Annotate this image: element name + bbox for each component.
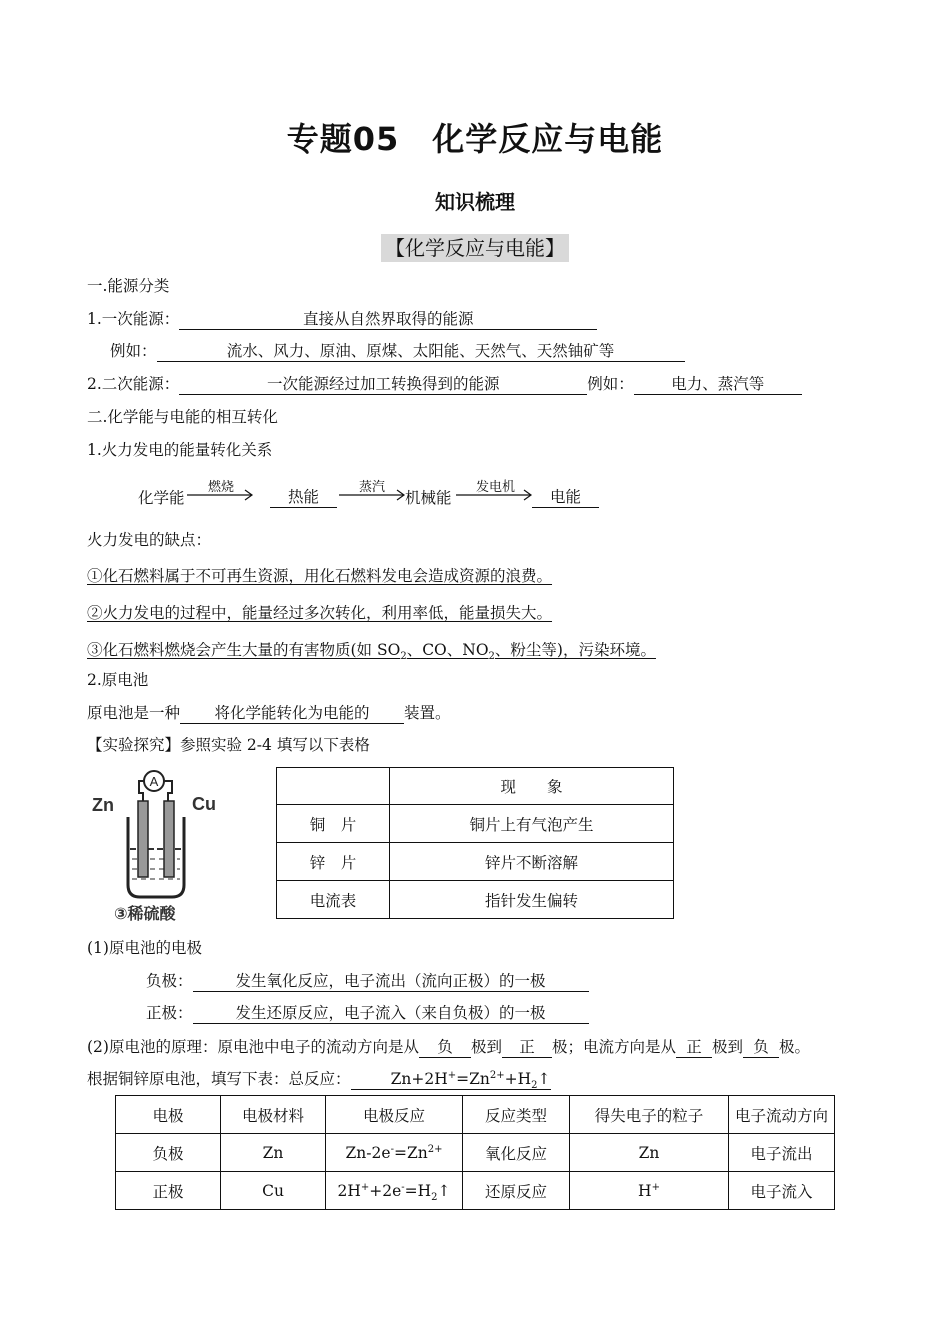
eq-arrow: ↑ [537, 1070, 551, 1088]
table-cell: Zn [221, 1134, 326, 1172]
cell-heading: 2.原电池 [87, 671, 149, 689]
pos-particle: H [638, 1181, 652, 1200]
pos-reaction-c: =H [404, 1181, 432, 1200]
secondary-example-label: 例如： [587, 375, 634, 393]
table-cell: 指针发生偏转 [390, 881, 674, 919]
table-cell: 氧化反应 [463, 1134, 570, 1172]
table-cell: Cu [221, 1172, 326, 1210]
page-title: 专题05 化学反应与电能 [286, 120, 664, 158]
table-cell [326, 1172, 463, 1210]
reaction-label: 根据铜锌原电池，填写下表：总反应： [87, 1070, 351, 1088]
eq-c: +H [504, 1070, 532, 1088]
energy-classification-heading: 一.能源分类 [87, 277, 170, 295]
negative-electrode-line [146, 971, 589, 992]
electrode-table [115, 1095, 835, 1210]
eq-2: 2 [531, 1080, 538, 1092]
secondary-examples-answer: 电力、蒸汽等 [634, 375, 802, 395]
experiment-table [276, 767, 674, 919]
principle-b: 极到 [470, 1038, 502, 1056]
table-cell: 锌片不断溶解 [390, 843, 674, 881]
table-cell [326, 1134, 463, 1172]
table-header-cell: 电极材料 [221, 1096, 326, 1134]
experiment-heading: 【实验探究】参照实验 2-4 填写以下表格 [87, 736, 370, 754]
diagram-caption: ③稀硫酸 [114, 904, 176, 923]
pos-reaction-a: 2H [337, 1181, 361, 1200]
drawback-3-part-b: 、CO、NO [406, 641, 489, 659]
chain-mid: 机械能 [405, 489, 452, 507]
principle-blank2: 正 [502, 1038, 552, 1058]
primary-examples-line [110, 341, 685, 362]
neg-reaction-minus: - [390, 1143, 394, 1155]
eq-a: Zn+2H [390, 1070, 448, 1088]
principle-a: (2)原电池的原理：原电池中电子的流动方向是从 [87, 1038, 419, 1056]
pos-reaction-sub: 2 [431, 1191, 438, 1203]
zn-electrode [138, 801, 148, 877]
table-header-cell: 得失电子的粒子 [570, 1096, 729, 1134]
table-cell: 铜 片 [277, 805, 390, 843]
no2-subscript: 2 [488, 651, 495, 663]
drawback-3-part-c: 、粉尘等)，污染环境。 [494, 641, 656, 659]
table-row [277, 805, 674, 843]
secondary-energy-line [87, 374, 802, 395]
positive-electrode-line [146, 1003, 589, 1024]
table-header-cell: 反应类型 [463, 1096, 570, 1134]
principle-c: 极；电流方向是从 [551, 1038, 676, 1056]
reaction-equation [351, 1070, 551, 1090]
table-cell: 正极 [116, 1172, 221, 1210]
zn-label: Zn [92, 795, 114, 815]
cell-def-answer: 将化学能转化为电能的 [180, 704, 404, 724]
table-header-cell: 现 象 [390, 768, 674, 805]
arrow3-label: 发电机 [476, 480, 516, 495]
reaction-line [87, 1069, 551, 1090]
table-cell: Zn [570, 1134, 729, 1172]
table-cell [570, 1172, 729, 1210]
arrow3-icon [456, 488, 534, 502]
cell-def-a: 原电池是一种 [87, 704, 181, 722]
table-row [116, 1134, 835, 1172]
ammeter-label: A [149, 774, 159, 789]
drawback-3 [87, 640, 656, 663]
section-box-wrap [0, 232, 950, 261]
principle-blank4: 负 [743, 1038, 779, 1058]
section-box: 【化学反应与电能】 [381, 234, 569, 262]
cell-definition [87, 703, 451, 724]
table-row [277, 768, 674, 805]
table-row [277, 843, 674, 881]
table-cell: 电流表 [277, 881, 390, 919]
thermal-power-heading: 1.火力发电的能量转化关系 [87, 441, 273, 459]
primary-energy-answer: 直接从自然界取得的能源 [179, 310, 597, 330]
chain-start: 化学能 [138, 489, 185, 507]
chain-blank1: 热能 [270, 488, 337, 508]
page-subtitle: 知识梳理 [435, 190, 515, 214]
primary-energy-label: 1.一次能源： [87, 310, 180, 328]
pos-reaction-arrow: ↑ [437, 1181, 451, 1200]
drawback-1: ①化石燃料属于不可再生资源，用化石燃料发电会造成资源的浪费。 [87, 567, 553, 585]
galvanic-cell-diagram [88, 765, 228, 925]
primary-examples-label: 例如： [110, 342, 157, 360]
principle-line [87, 1037, 810, 1058]
cell-def-b: 装置。 [404, 704, 451, 722]
primary-examples-answer: 流水、风力、原油、原煤、太阳能、天然气、天然铀矿等 [157, 342, 685, 362]
table-cell: 负极 [116, 1134, 221, 1172]
cu-electrode [164, 801, 174, 877]
table-cell: 铜片上有气泡产生 [390, 805, 674, 843]
secondary-energy-answer: 一次能源经过加工转换得到的能源 [179, 375, 587, 395]
principle-e: 极。 [779, 1038, 811, 1056]
table-cell: 锌 片 [277, 843, 390, 881]
table-cell [277, 768, 390, 805]
eq-plus: + [447, 1069, 457, 1081]
arrow2-label: 蒸汽 [359, 480, 386, 495]
pos-reaction-minus: - [401, 1181, 405, 1193]
arrow2-icon [339, 488, 407, 502]
pos-particle-sup: + [651, 1181, 660, 1193]
arrow1-label: 燃烧 [208, 480, 235, 495]
conversion-heading: 二.化学能与电能的相互转化 [87, 408, 278, 426]
table-row [116, 1172, 835, 1210]
chain-blank2: 电能 [532, 488, 599, 508]
principle-d: 极到 [712, 1038, 744, 1056]
cu-label: Cu [192, 794, 216, 814]
drawbacks-heading: 火力发电的缺点： [87, 531, 212, 549]
so2-subscript: 2 [400, 651, 407, 663]
arrow1-icon [187, 488, 255, 502]
pos-reaction-b: +2e [369, 1181, 402, 1200]
electrodes-heading: (1)原电池的电极 [87, 939, 202, 957]
neg-reaction-a: Zn-2e [345, 1143, 391, 1162]
table-header-cell: 电极反应 [326, 1096, 463, 1134]
eq-b: =Zn [456, 1070, 490, 1088]
table-header-cell: 电极 [116, 1096, 221, 1134]
neg-reaction-b: =Zn [393, 1143, 428, 1162]
drawback-2: ②火力发电的过程中，能量经过多次转化，利用率低，能量损失大。 [87, 604, 553, 622]
table-header-cell: 电子流动方向 [729, 1096, 835, 1134]
negative-answer: 发生氧化反应，电子流出（流向正极）的一极 [193, 972, 589, 992]
pos-reaction-plus: + [360, 1181, 370, 1193]
principle-blank3: 正 [676, 1038, 712, 1058]
negative-label: 负极： [146, 972, 193, 990]
table-cell: 还原反应 [463, 1172, 570, 1210]
principle-blank1: 负 [419, 1038, 471, 1058]
table-row [116, 1096, 835, 1134]
secondary-energy-label: 2.二次能源： [87, 375, 180, 393]
positive-answer: 发生还原反应，电子流入（来自负极）的一极 [193, 1004, 589, 1024]
eq-2plus: 2+ [489, 1069, 505, 1081]
positive-label: 正极： [146, 1004, 193, 1022]
drawback-3-part-a: ③化石燃料燃烧会产生大量的有害物质(如 SO [87, 641, 401, 659]
table-row [277, 881, 674, 919]
neg-reaction-sup: 2+ [427, 1143, 443, 1155]
table-cell: 电子流入 [729, 1172, 835, 1210]
primary-energy-line [87, 309, 597, 330]
table-cell: 电子流出 [729, 1134, 835, 1172]
